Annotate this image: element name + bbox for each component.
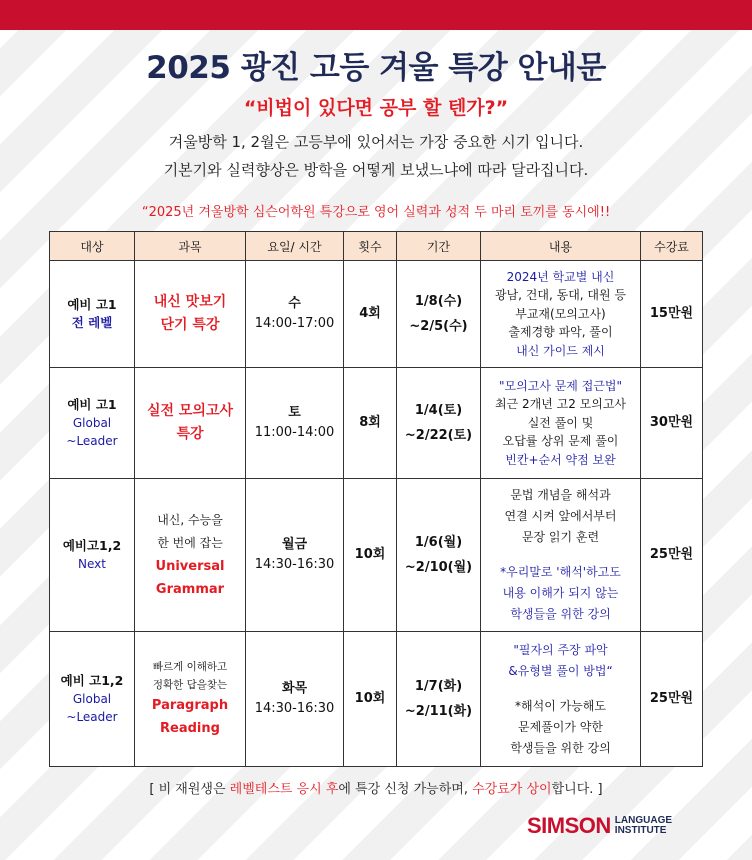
content-line: 오답률 상위 문제 풀이 [502,434,619,449]
content-line: 학생들을 위한 강의 [510,740,611,755]
subject-cell [135,261,246,368]
day: 화목 [281,681,308,696]
table-row [50,479,703,632]
period-end: ~2/11(화) [404,704,473,719]
target-grade: 예비 고1,2 [60,673,124,688]
time: 11:00-14:00 [254,425,335,440]
content-line: 출제경향 파악, 풀이 [508,325,613,340]
period-start: 1/4(토) [414,403,463,418]
note-text: [ 비 재원생은 [149,782,230,797]
subject-line: 빠르게 이해하고 [152,661,228,673]
logo-sub-line: LANGUAGE [614,815,673,826]
time: 14:30-16:30 [254,701,335,716]
table-row [50,261,703,368]
day: 토 [288,405,301,420]
fee-cell: 30만원 [641,368,703,479]
subject-line: 단기 특강 [160,317,220,333]
day-time-cell [246,368,344,479]
footer-note [0,778,752,797]
slogan: “2025년 겨울방학 심슨어학원 특강으로 영어 실력과 성적 두 마리 토끼를 동시에!! [141,205,611,220]
intro-line-2: 기본기와 실력향상은 방학을 어떻게 보냈느냐에 따라 달라집니다. [163,161,589,179]
period-cell [397,632,481,767]
subject-line: Reading [160,721,220,736]
period-cell [397,368,481,479]
period-end: ~2/22(토) [404,428,473,443]
content-line: 문장 읽기 훈련 [521,530,600,544]
count-cell: 10회 [344,479,397,632]
content-line: "필자의 주장 파악 [513,642,608,657]
note-text: 합니다. ] [551,782,603,797]
time: 14:00-17:00 [254,316,335,331]
count-cell: 8회 [344,368,397,479]
note-text: 에 특강 신청 가능하며, [338,782,473,797]
content-line: 내용 이해가 되지 않는 [502,586,619,600]
content-line: 학생들을 위한 강의 [510,607,611,621]
content-cell [481,368,641,479]
period-start: 1/8(수) [414,294,463,309]
target-cell [50,632,135,767]
target-level: ~Leader [66,710,118,724]
target-level: ~Leader [66,434,118,448]
target-cell [50,368,135,479]
logo-sub-line: INSTITUTE [614,825,667,836]
top-red-bar [0,0,752,30]
header-count: 횟수 [344,232,397,261]
content-line: "모의고사 문제 접근법" [499,378,622,393]
subject-line: 내신 맛보기 [153,294,227,310]
content-line: 최근 2개년 고2 모의고사 [494,397,627,412]
table-row [50,632,703,767]
content-cell [481,632,641,767]
content-line: &유형별 풀이 방법“ [508,663,613,678]
subject-cell [135,479,246,632]
count-cell: 10회 [344,632,397,767]
content-line: *해석이 가능해도 [515,698,606,713]
period-end: ~2/10(월) [404,560,473,575]
course-table [49,231,703,767]
day: 수 [288,296,301,311]
target-level: Next [78,557,106,571]
target-grade: 예비 고1 [67,397,117,412]
subject-line: 한 번에 잡는 [157,536,223,550]
period-cell [397,261,481,368]
table-header-row [50,232,703,261]
logo-subtitle [615,816,672,836]
content-line: 빈칸+순서 약점 보완 [505,452,616,467]
content-cell [481,261,641,368]
time: 14:30-16:30 [254,557,335,572]
header-fee: 수강료 [641,232,703,261]
period-cell [397,479,481,632]
target-cell [50,261,135,368]
subject-line: 특강 [176,426,204,442]
header-subject: 과목 [135,232,246,261]
period-end: ~2/5(수) [409,319,468,334]
subject-cell [135,368,246,479]
subject-line: Universal [155,559,225,574]
period-start: 1/6(월) [414,535,463,550]
day-time-cell [246,632,344,767]
subject-line: Paragraph [151,698,229,713]
subject-line: 내신, 수능을 [157,513,223,527]
day-time-cell [246,479,344,632]
fee-cell: 15만원 [641,261,703,368]
target-level: 전 레벨 [71,315,113,330]
fee-cell: 25만원 [641,632,703,767]
target-grade: 예비 고1 [67,297,117,312]
content-line: 2024년 학교별 내신 [506,269,615,284]
content-line: 문법 개념을 해석과 [510,488,611,502]
subject-line: Grammar [155,582,225,597]
content-line: 실전 풀이 및 [527,415,594,430]
content-line: 내신 가이드 제시 [516,343,605,358]
count-cell: 4회 [344,261,397,368]
intro-line-1: 겨울방학 1, 2월은 고등부에 있어서는 가장 중요한 시기 입니다. [168,133,584,151]
subject-cell [135,632,246,767]
day: 월금 [281,537,308,552]
header-target: 대상 [50,232,135,261]
content-line: 부교재(모의고사) [515,306,606,321]
note-highlight: 레벨테스트 응시 후 [229,782,339,797]
table-row [50,368,703,479]
target-grade: 예비고1,2 [62,538,122,553]
simson-logo [527,813,672,839]
period-start: 1/7(화) [414,679,463,694]
content-line: 문제풀이가 약한 [518,719,603,734]
target-cell [50,479,135,632]
header-content: 내용 [481,232,641,261]
page-title: 2025 광진 고등 겨울 특강 안내문 [146,50,606,86]
target-level: Global [72,416,112,430]
target-level: Global [72,692,112,706]
content-line: *우리말로 '해석'하고도 [500,565,621,579]
header-day-time: 요일/ 시간 [246,232,344,261]
note-highlight: 수강료가 상이 [472,782,552,797]
header-period: 기간 [397,232,481,261]
day-time-cell [246,261,344,368]
subject-line: 정확한 답을찾는 [152,679,228,691]
fee-cell: 25만원 [641,479,703,632]
logo-wordmark: SIMSON [527,813,611,838]
content-line: 광남, 건대, 동대, 대원 등 [494,288,627,303]
subject-line: 실전 모의고사 [146,403,234,419]
subtitle-quote: “비법이 있다면 공부 할 텐가?” [243,97,509,119]
content-line: 연결 시켜 앞에서부터 [504,509,617,523]
content-cell [481,479,641,632]
